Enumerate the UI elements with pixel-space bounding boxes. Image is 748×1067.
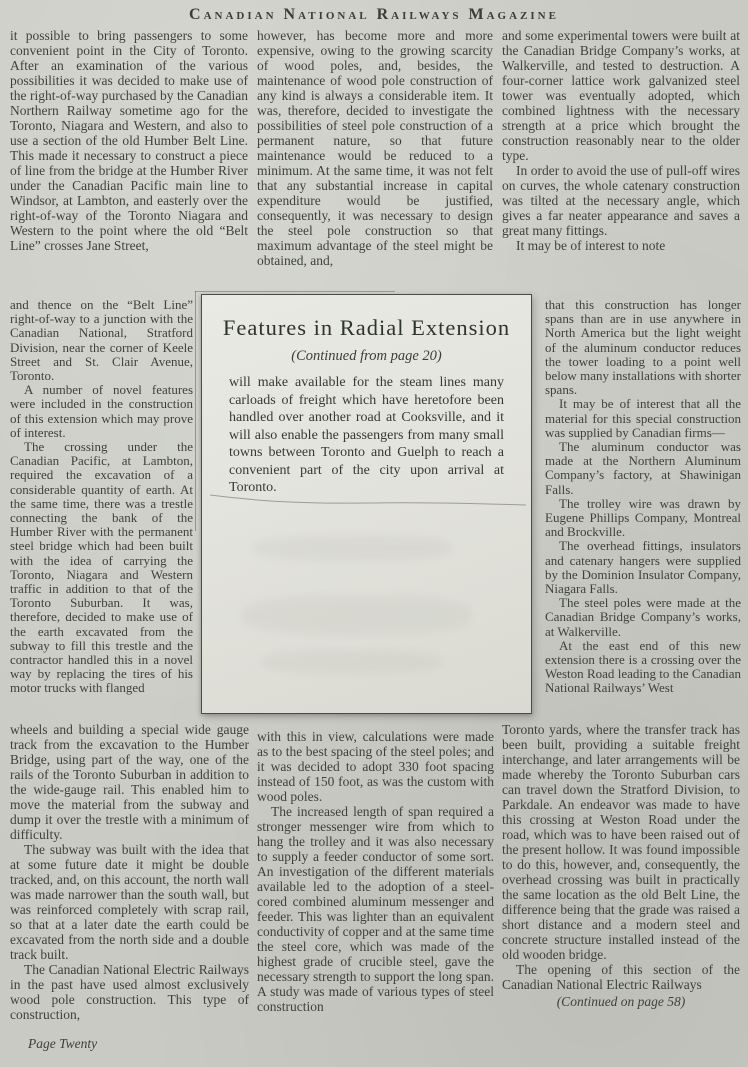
column1-bottom <box>10 722 249 1022</box>
show-through-smudge <box>242 595 472 635</box>
inset-clipping-box <box>201 294 532 714</box>
paragraph: A number of novel features were included in the construction of this extension which may prove of interest. <box>10 382 193 440</box>
paragraph: and some experimental towers were built at the Canadian Bridge Company’s works, at Walkerville, and tested to destruction. A four-corner lattice work galvanized steel tower was eventually adopted, which combined lightness with the necessary strength at a price which brought the construction reasonably near to the older type. <box>502 28 740 163</box>
paragraph: It may be of interest to note <box>516 238 666 253</box>
inset-subtitle: (Continued from page 20) <box>291 348 442 364</box>
inset-body-text: will make available for the steam lines many carloads of freight which have heretofore been handled over another road at Cooksville, and it will also enable the passengers from many small towns between Toronto and Guelph to reach a convenient part of the city upon arrival at Toronto. <box>229 375 504 495</box>
clipping-edge-top <box>195 291 395 292</box>
paragraph: The crossing under the Canadian Pacific, at Lambton, required the excavation of a considerable quantity of earth. At the same time, there was a trestle connecting the bank of the Humber River with the permanent steel bridge which had been built with the idea of carrying the Toronto, Niagara and Western traffic in addition to that of the Toronto Suburban. It was, therefore, decided to make use of the earth excavated from the subway to fill this trestle and the contractor handled this in a novel way by replacing the tires of his motor trucks with flanged <box>10 439 193 696</box>
paragraph: that this construction has longer spans than are in use anywhere in North America but the light weight of the aluminum conductor reduces the tower loading to a point well below many installations with shorter spans. <box>545 297 741 398</box>
paragraph: The steel poles were made at the Canadian Bridge Company’s works, at Walkerville. <box>545 595 741 639</box>
column1-top <box>10 28 248 253</box>
paragraph: The trolley wire was drawn by Eugene Phillips Company, Montreal and Brockville. <box>545 495 741 540</box>
column3-bottom-text <box>502 722 740 992</box>
column2-bottom <box>257 729 494 1014</box>
paragraph: The Canadian National Electric Railways in the past have used almost exclusively wood pole construction. This type of construction, <box>10 962 249 1022</box>
paragraph: Toronto yards, where the transfer track has been built, providing a suitable freight interchange, and later arrangements will be made whereby the Toronto Suburban cars can travel down the Stratford Division, to Parkdale. An endeavor was made to have this crossing at Weston Road under the road, which was to have been raised out of the present hollow. It was found impossible to do this, however, and, consequently, the overhead crossing was built in practically the same location as the old Belt Line, the difference being that the grade was raised a short distance and a modern steel and concrete structure installed instead of the old wooden bridge. <box>502 722 740 962</box>
paragraph: The overhead fittings, insulators and catenary hangers were supplied by the Dominion Insulator Company, Niagara Falls. <box>545 538 741 597</box>
column1-beside-inset <box>10 298 193 696</box>
paragraph: The increased length of span required a stronger messenger wire from which to hang the trolley and it was also necessary to supply a feeder conductor of some sort. An investigation of the different materials available led to the adoption of a steel-cored combined aluminum messenger and feeder. This was lighter than an equivalent conductivity of copper and at the same time the steel core, which was made of the highest grade of crucible steel, gave the necessary strength to support the long span. A study was made of various types of steel construction <box>257 804 494 1014</box>
continued-note: (Continued on page 58) <box>556 994 686 1009</box>
paragraph: wheels and building a special wide gauge track from the excavation to the Humber Bridge, using part of the way, one of the rails of the Toronto Suburban in addition to the wide-gauge rail. This enabled him to move the material from the subway and dump it over the trestle with a minimum of difficulty. <box>10 722 249 842</box>
paragraph: In order to avoid the use of pull-off wires on curves, the whole catenary construction was tilted at the necessary angle, which gives a far neater appearance and saves a great many fittings. <box>502 163 740 238</box>
paragraph: The aluminum conductor was made at the Northern Aluminum Company’s factory, at Shawinigan Falls. <box>545 439 741 497</box>
paragraph: and thence on the “Belt Line” right-of-way to a junction with the Canadian National, Stratford Division, near the corner of Keele Street and St. Clair Avenue, Toronto. <box>10 297 193 384</box>
pencil-line <box>202 491 533 509</box>
column2-top <box>257 28 493 268</box>
column3-beside-inset <box>545 298 741 696</box>
magazine-title: Canadian National Railways Magazine <box>189 6 559 23</box>
paragraph: however, has become more and more expensive, owing to the growing scarcity of wood poles, and, besides, the maintenance of wood pole construction of any kind is always a considerable item. It was, therefore, decided to investigate the possibilities of steel pole construction of a permanent nature, so that future maintenance would be reduced to a minimum. At the same time, it was not felt that any substantial increase in capital expenditure would be justified, consequently, it was necessary to design the steel pole construction so that maximum advantage of the steel might be obtained, and, <box>257 28 493 268</box>
page-number: Page Twenty <box>28 1036 98 1051</box>
paragraph: The opening of this section of the Canadian National Electric Railways <box>502 962 740 992</box>
paragraph: it possible to bring passengers to some convenient point in the City of Toronto. After an examination of the various possibilities it was decided to make use of the right-of-way purchased by the Canadian Northern Railway sometime ago for the Toronto, Niagara and Western, and also to use a section of the old Humber Belt Line. This made it necessary to construct a piece of line from the bridge at the Humber River under the Canadian Pacific main line to Windsor, at Lambton, and easterly over the right-of-way of the Toronto Niagara and Western to the point where the old “Belt Line” crosses Jane Street, <box>10 28 248 253</box>
paragraph: The subway was built with the idea that at some future date it might be double tracked, and, on this account, the north wall was made narrower than the south wall, but was reinforced completely with scrap rail, so that at a later date the earth could be excavated from the north side and a double track built. <box>10 842 249 962</box>
show-through-smudge <box>262 650 442 674</box>
column3-bottom <box>502 722 740 1009</box>
paragraph: with this in view, calculations were made as to the best spacing of the steel poles; and it was decided to adopt 330 foot spacing instead of 150 foot, as was the custom with wood poles. <box>257 729 494 804</box>
clipping-edge-left <box>195 291 196 531</box>
paragraph: At the east end of this new extension there is a crossing over the Weston Road leading to the Canadian National Railways’ West <box>545 637 741 696</box>
paragraph: It may be of interest that all the material for this special construction was supplied by Canadian firms— <box>545 396 741 440</box>
column3-top <box>502 28 740 253</box>
inset-title: Features in Radial Extension <box>222 315 511 340</box>
show-through-smudge <box>252 535 452 561</box>
